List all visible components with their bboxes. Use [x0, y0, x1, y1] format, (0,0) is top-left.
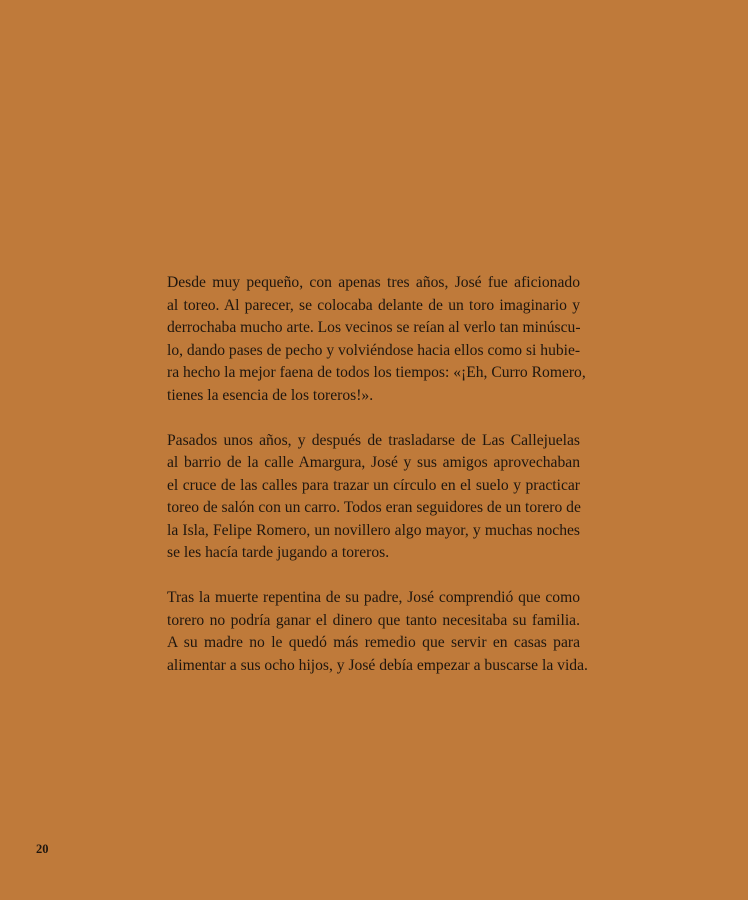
- text-line: Pasados unos años, y después de trasladarse de Las Callejuelas: [167, 431, 580, 449]
- text-line: la Isla, Felipe Romero, un novillero algo mayor, y muchas noches: [167, 521, 580, 539]
- page-number: 20: [36, 842, 49, 856]
- text-line: torero no podría ganar el dinero que tanto necesitaba su familia.: [167, 611, 580, 629]
- text-line: toreo de salón con un carro. Todos eran seguidores de un torero de: [167, 499, 581, 516]
- paragraph: [167, 430, 580, 565]
- text-line: Desde muy pequeño, con apenas tres años, José fue aficionado: [167, 274, 580, 291]
- body-text: [167, 272, 588, 677]
- paragraph-gap: [167, 407, 580, 430]
- text-line: tienes la esencia de los toreros!».: [167, 386, 374, 404]
- paragraph: [167, 272, 586, 407]
- paragraph-gap: [167, 565, 580, 588]
- text-line: al barrio de la calle Amargura, José y sus amigos aprovechaban: [167, 454, 580, 471]
- text-line: lo, dando pases de pecho y volviéndose hacia ellos como si hubie-: [167, 341, 581, 359]
- text-line: el cruce de las calles para trazar un círculo en el suelo y practicar: [167, 476, 580, 494]
- text-line: al toreo. Al parecer, se colocaba delante de un toro imaginario y: [167, 296, 580, 314]
- text-line: Tras la muerte repentina de su padre, José comprendió que como: [167, 589, 580, 606]
- paragraph: [167, 587, 588, 677]
- text-line: A su madre no le quedó más remedio que servir en casas para: [167, 634, 580, 651]
- text-line: ra hecho la mejor faena de todos los tiempos: «¡Eh, Curro Romero,: [167, 364, 586, 381]
- text-line: alimentar a sus ocho hijos, y José debía empezar a buscarse la vida.: [167, 656, 588, 674]
- text-line: derrochaba mucho arte. Los vecinos se reían al verlo tan minúscu-: [167, 319, 581, 336]
- text-line: se les hacía tarde jugando a toreros.: [167, 544, 390, 561]
